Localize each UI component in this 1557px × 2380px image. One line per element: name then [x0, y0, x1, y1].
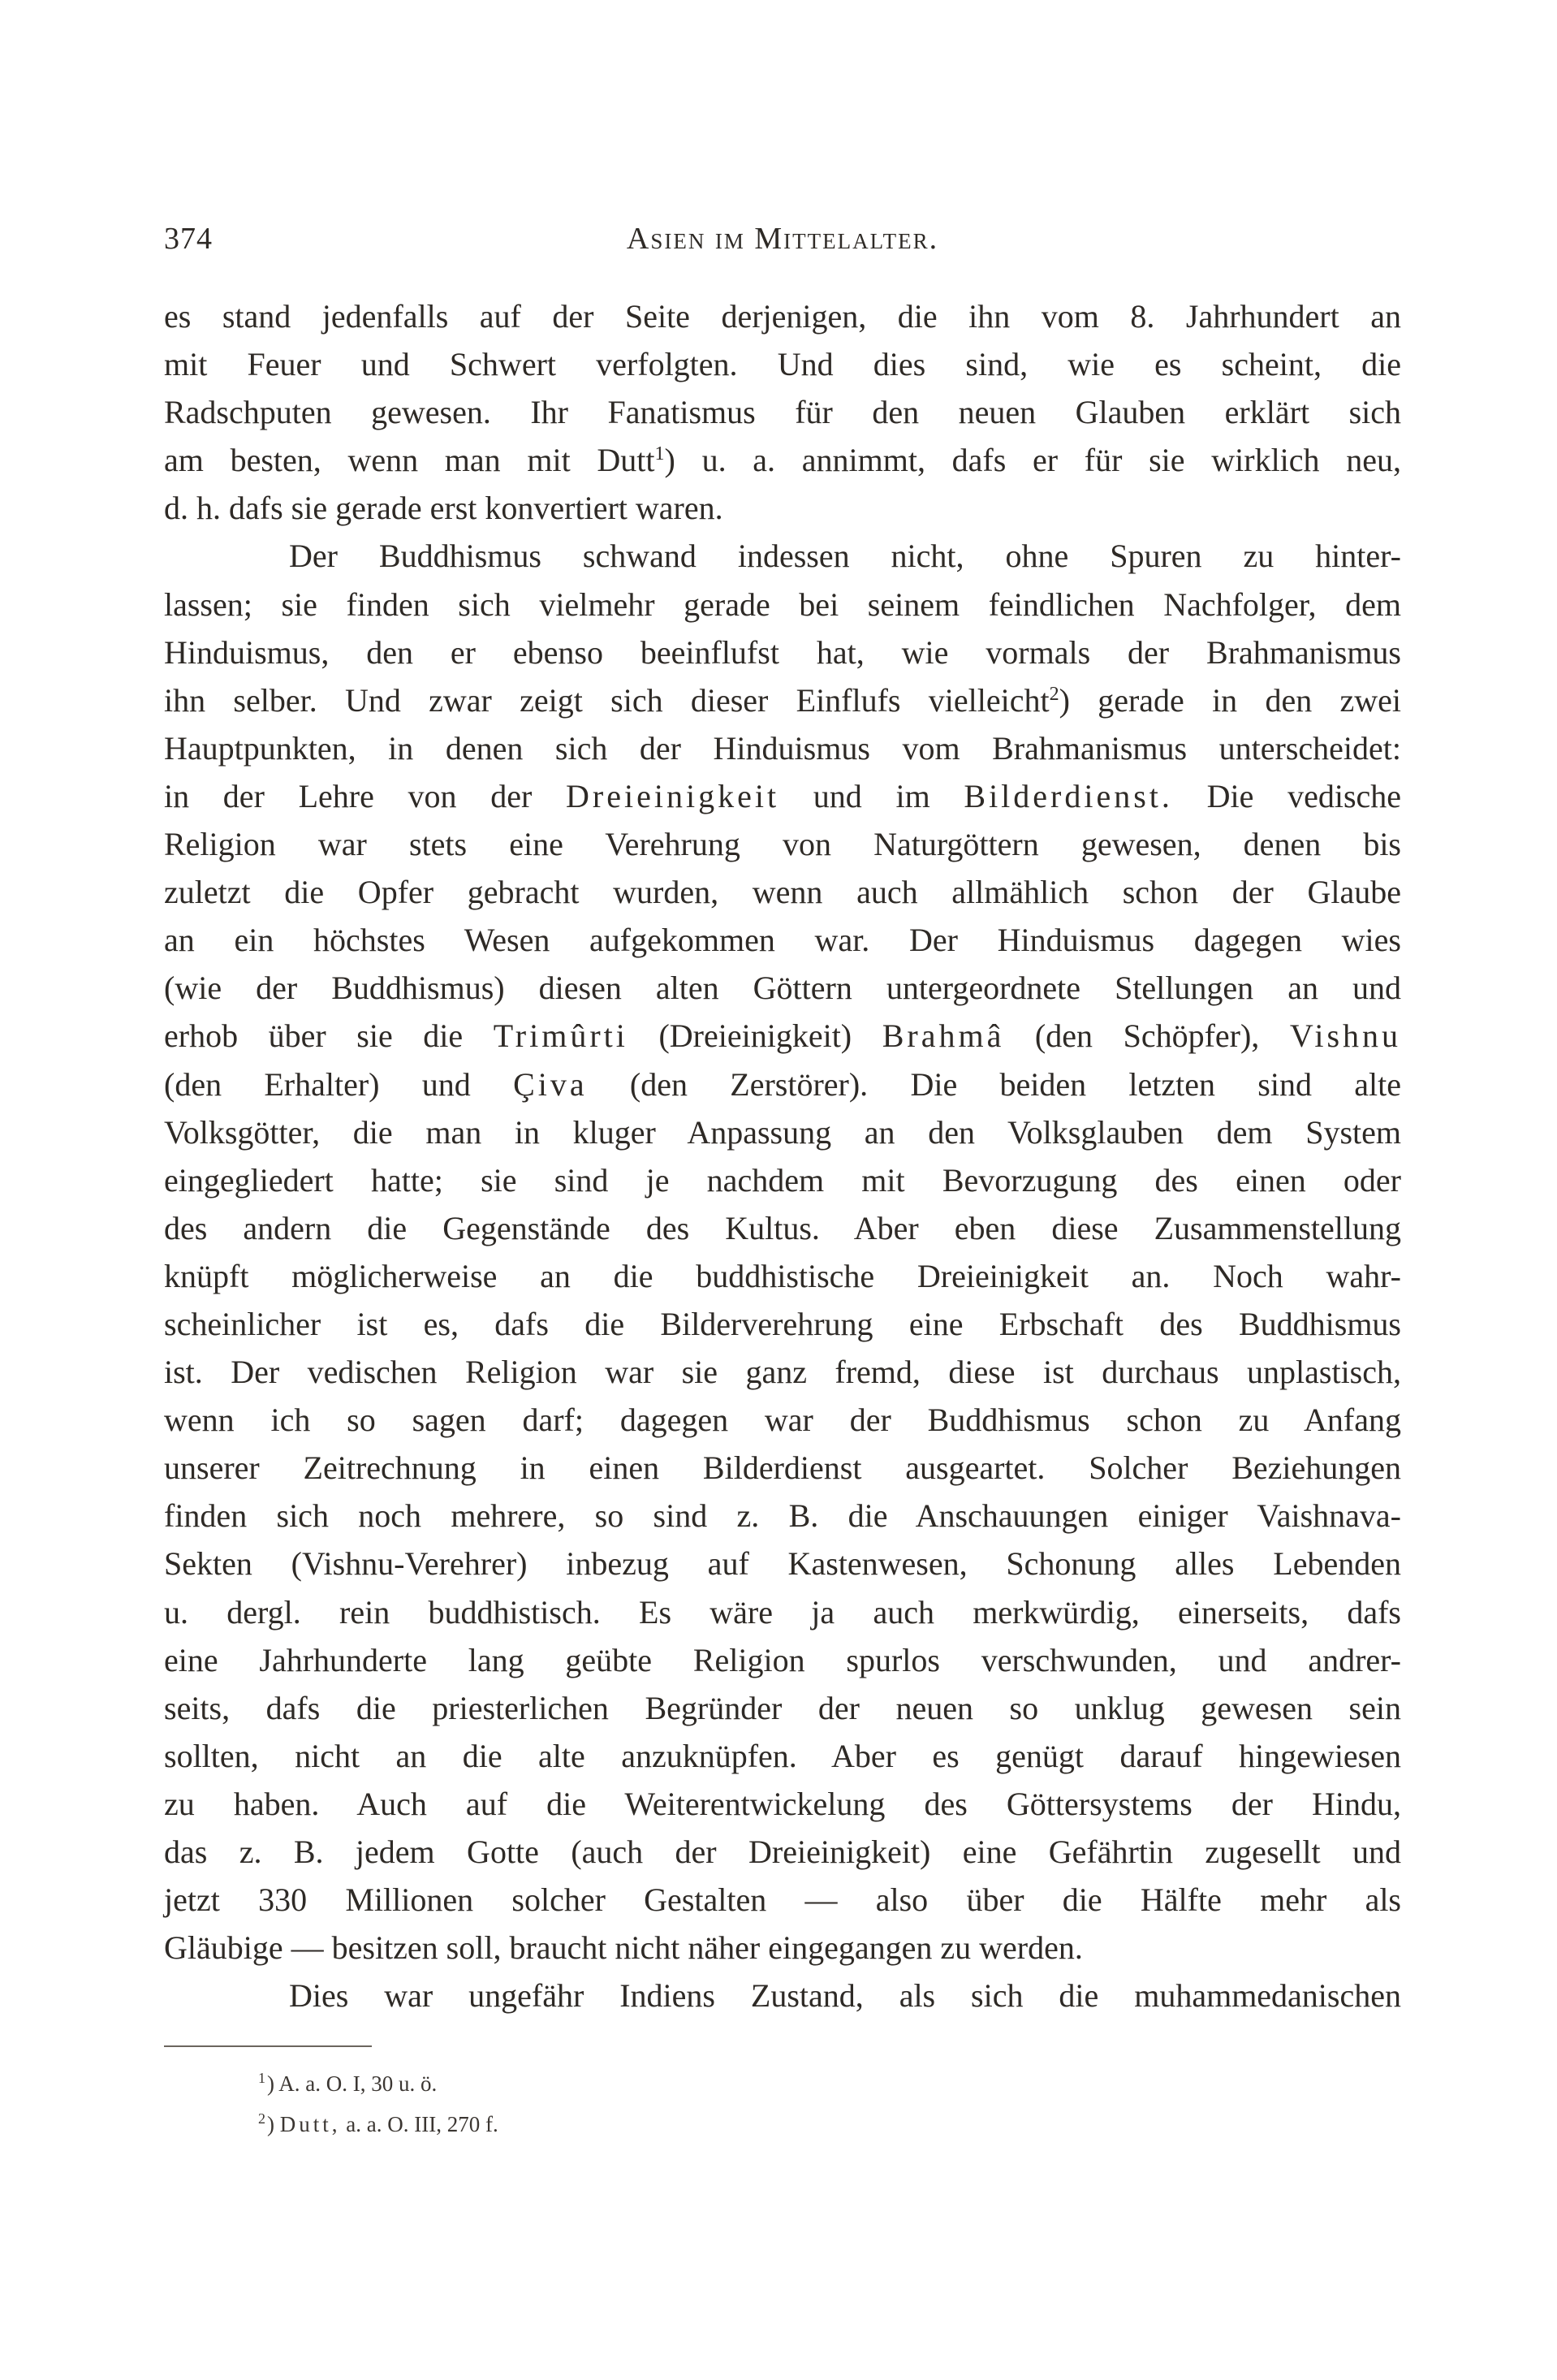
text-line: Hinduismus, den er ebenso beeinflufst hat, wie vormals der Brahmanismus	[164, 633, 1401, 671]
text-line: eine Jahrhunderte lang geübte Religion spurlos verschwunden, und andrer-	[164, 1641, 1401, 1678]
page-header	[164, 221, 1401, 261]
footnote-divider	[164, 2045, 372, 2047]
text-line: ist. Der vedischen Religion war sie ganz fremd, diese ist durchaus unplastisch,	[164, 1354, 1401, 1391]
text-line: sollten, nicht an die alte anzuknüpfen. Aber es genügt darauf hingewiesen	[164, 1737, 1401, 1774]
text-line: ihn selber. Und zwar zeigt sich dieser Einflufs vielleicht$^2$) gerade in den zwei	[164, 681, 1401, 719]
emphasis: Bilderdienst.	[964, 777, 1173, 814]
text-line: zu haben. Auch auf die Weiterentwickelung des Göttersystems der Hindu,	[164, 1785, 1401, 1822]
footnote-ref-2: 2	[1049, 683, 1059, 705]
footnote-ref-1: 1	[654, 443, 665, 465]
emphasis: Dreieinigkeit	[566, 777, 780, 814]
emphasis: Çiva	[513, 1065, 588, 1103]
text-line: jetzt 330 Millionen solcher Gestalten — also über die Hälfte mehr als	[164, 1881, 1401, 1919]
footnote: $^1$) A. a. O. I, 30 u. ö.	[258, 2070, 438, 2096]
text-line: lassen; sie finden sich vielmehr gerade bei seinem feindlichen Nachfolger, dem	[164, 585, 1401, 623]
text-line: eingegliedert hatte; sie sind je nachdem mit Bevorzugung des einen oder	[164, 1161, 1401, 1199]
text-line: knüpft möglicherweise an die buddhistische Dreieinigkeit an. Noch wahr-	[164, 1257, 1401, 1294]
text-line: seits, dafs die priesterlichen Begründer der neuen so unklug gewesen sein	[164, 1689, 1401, 1726]
text-line: Sekten (Vishnu-Verehrer) inbezug auf Kastenwesen, Schonung alles Lebenden	[164, 1545, 1401, 1583]
text-line: finden sich noch mehrere, so sind z. B. die Anschauungen einiger Vaishnava-	[164, 1497, 1401, 1535]
text-line: Religion war stets eine Verehrung von Naturgöttern gewesen, denen bis	[164, 826, 1401, 863]
emphasis: Brahmâ	[882, 1017, 1005, 1055]
text-line: am besten, wenn man mit Dutt$^1$) u. a. annimmt, dafs er für sie wirklich neu,	[164, 442, 1402, 479]
text-line: wenn ich so sagen darf; dagegen war der Buddhismus schon zu Anfang	[164, 1402, 1401, 1439]
text-line: es stand jedenfalls auf der Seite derjenigen, die ihn vom 8. Jahrhundert an	[164, 298, 1401, 335]
text-line: Der Buddhismus schwand indessen nicht, ohne Spuren zu hinter-	[289, 538, 1401, 575]
footnotes	[258, 2058, 498, 2139]
text-line: in der Lehre von der Dreieinigkeit und im Bilderdienst. Die vedische	[164, 777, 1402, 814]
emphasis: Trimûrti	[493, 1017, 628, 1055]
text-line: Volksgötter, die man in kluger Anpassung an den Volksglauben dem System	[164, 1113, 1401, 1151]
text-line: des andern die Gegenstände des Kultus. Aber eben diese Zusammenstellung	[164, 1209, 1401, 1246]
emphasis: Vishnu	[1289, 1017, 1402, 1055]
footnote: $^2$) Dutt, a. a. O. III, 270 f.	[258, 2110, 498, 2136]
text-line: das z. B. jedem Gotte (auch der Dreieinigkeit) eine Gefährtin zugesellt und	[164, 1834, 1401, 1870]
text-line: u. dergl. rein buddhistisch. Es wäre ja auch merkwürdig, einerseits, dafs	[164, 1593, 1401, 1631]
text-line: erhob über sie die Trimûrti (Dreieinigkeit) Brahmâ (den Schöpfer), Vishnu	[164, 1017, 1402, 1055]
text-line: zuletzt die Opfer gebracht wurden, wenn auch allmählich schon der Glaube	[164, 874, 1401, 911]
text-line: Radschputen gewesen. Ihr Fanatismus für den neuen Glauben erklärt sich	[164, 394, 1401, 431]
text-line: (wie der Buddhismus) diesen alten Göttern untergeordnete Stellungen an und	[164, 970, 1401, 1007]
text-line: mit Feuer und Schwert verfolgten. Und dies sind, wie es scheint, die	[164, 346, 1401, 383]
text-line: an ein höchstes Wesen aufgekommen war. Der Hinduismus dagegen wies	[164, 922, 1401, 959]
text-line: scheinlicher ist es, dafs die Bilderverehrung eine Erbschaft des Buddhismus	[164, 1305, 1401, 1342]
text-line: d. h. dafs sie gerade erst konvertiert waren.	[164, 490, 723, 527]
main-text	[164, 292, 1401, 2019]
running-title: Asien im Mittelalter.	[626, 222, 939, 256]
text-line: (den Erhalter) und Çiva (den Zerstörer). Die beiden letzten sind alte	[164, 1065, 1402, 1103]
page-number: 374	[164, 222, 213, 256]
text-line: unserer Zeitrechnung in einen Bilderdienst ausgeartet. Solcher Beziehungen	[164, 1449, 1401, 1487]
text-line: Dies war ungefähr Indiens Zustand, als sich die muhammedanischen	[289, 1977, 1401, 2015]
text-line: Gläubige — besitzen soll, braucht nicht näher eingegangen zu werden.	[164, 1929, 1083, 1967]
text-line: Hauptpunkten, in denen sich der Hinduismus vom Brahmanismus unterscheidet:	[164, 729, 1401, 767]
